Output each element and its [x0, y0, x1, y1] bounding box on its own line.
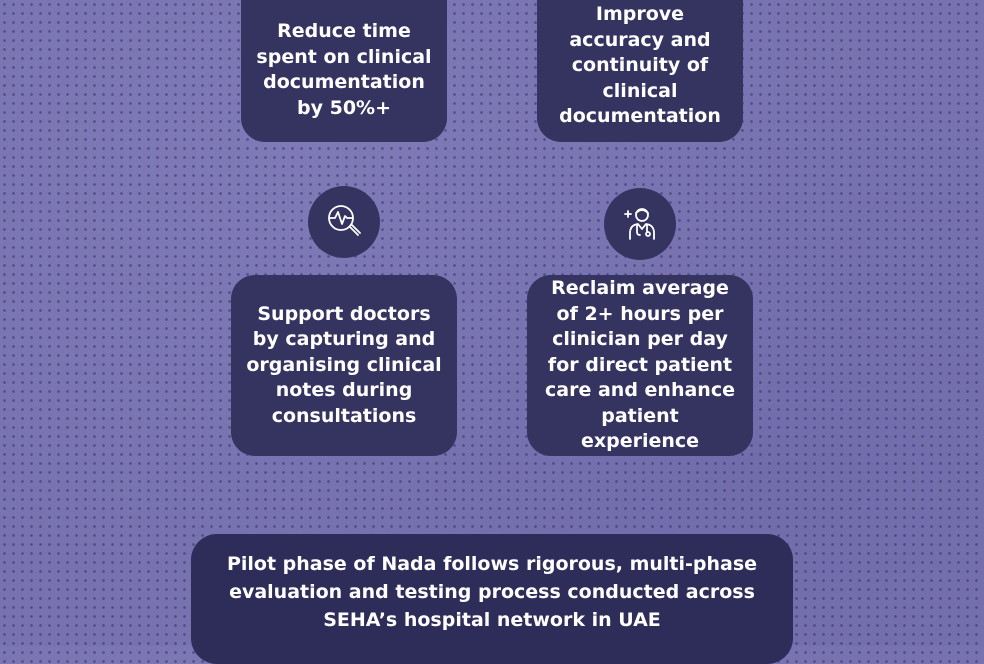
benefit-card-support-doctors-text: Support doctors by capturing and organising clinical notes during consultations: [246, 302, 442, 427]
magnifier-heartbeat-icon: [308, 186, 380, 258]
benefit-card-support-doctors: [231, 275, 457, 456]
benefit-card-reduce-time-text: Reduce time spent on clinical documentation by 50%+: [256, 20, 432, 119]
benefit-card-improve-accuracy-text: Improve accuracy and continuity of clinical documentation: [559, 3, 721, 128]
benefit-card-reclaim-hours: [527, 275, 753, 456]
pilot-phase-banner-text: Pilot phase of Nada follows rigorous, multi-phase evaluation and testing process conducted across SEHA’s hospital network in UAE: [226, 553, 758, 631]
doctor-icon: [604, 188, 676, 260]
benefit-card-reduce-time: [241, 0, 447, 142]
benefit-card-improve-accuracy: [537, 0, 743, 142]
pilot-phase-banner: [191, 534, 793, 664]
benefit-card-reclaim-hours-text: Reclaim average of 2+ hours per clinician per day for direct patient care and enhance patient experience: [545, 277, 735, 453]
